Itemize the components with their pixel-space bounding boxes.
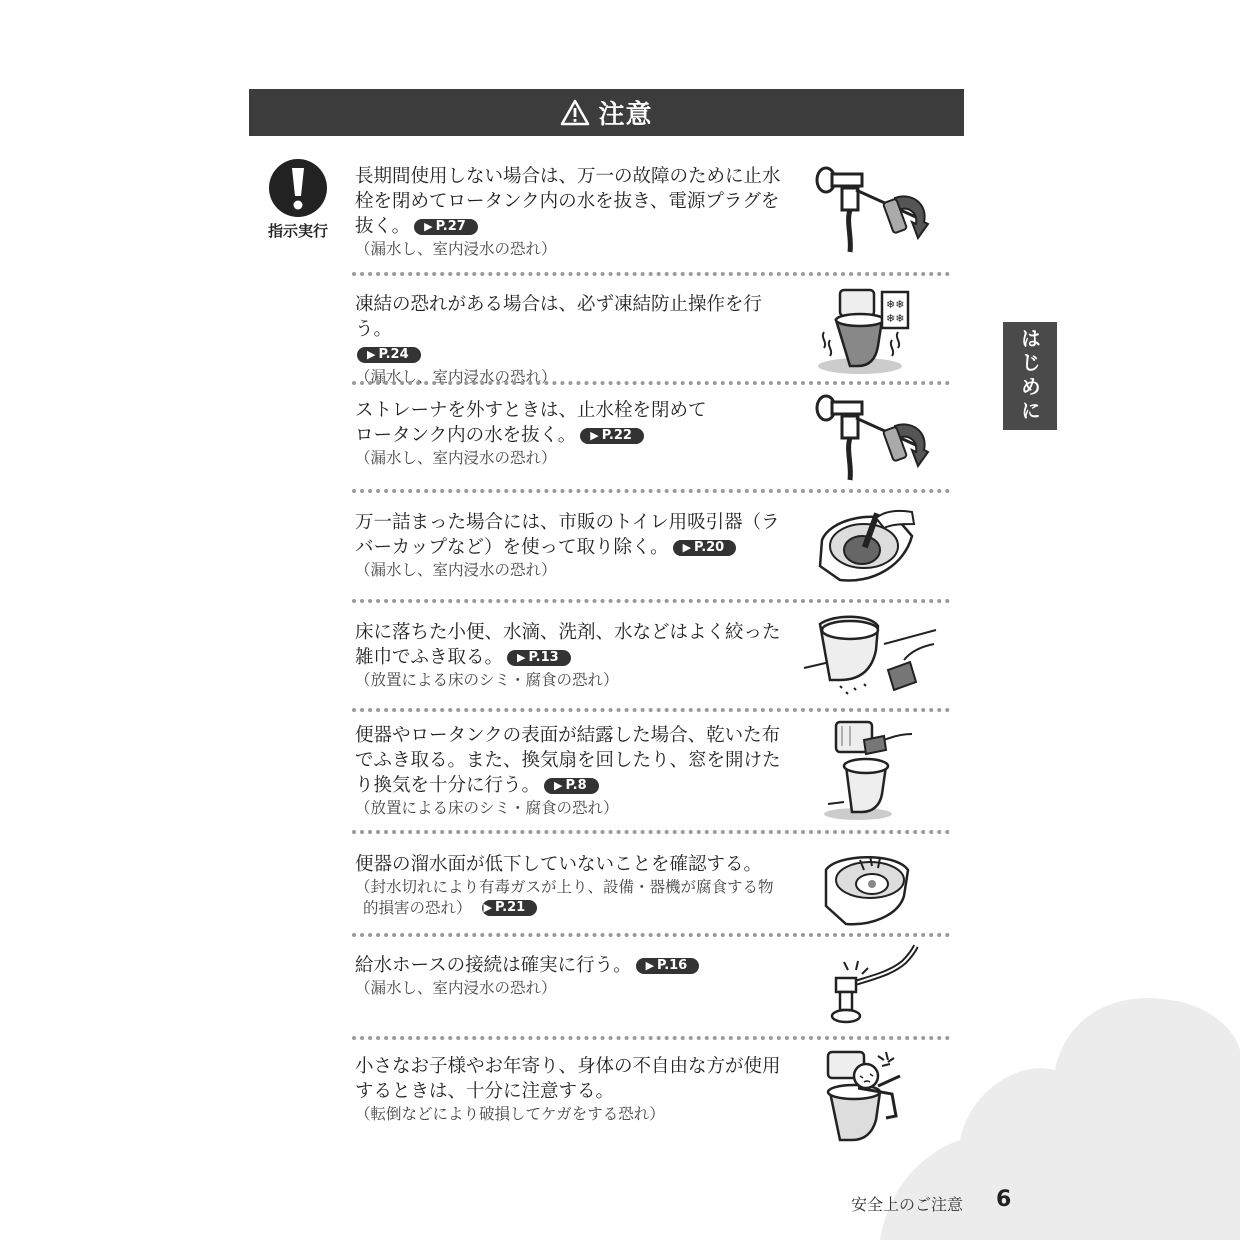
caution-title: 注意 (598, 100, 653, 130)
caution-item (355, 852, 785, 919)
item-note: （漏水し、室内浸水の恐れ） (355, 979, 557, 997)
item-note: （封水切れにより有毒ガスが上り、設備・器機が腐食する物的損害の恐れ） (355, 878, 774, 917)
mandatory-exclamation-icon (268, 158, 328, 218)
section-tab[interactable] (1003, 322, 1057, 430)
caution-item (355, 1054, 785, 1125)
caution-item (355, 953, 785, 999)
shutoff-valve-icon (800, 390, 940, 485)
divider (352, 708, 950, 712)
svg-text:❄❄: ❄❄ (886, 312, 905, 325)
caution-item (355, 510, 785, 581)
page-ref-badge[interactable]: ▶ P.27 (414, 219, 478, 235)
shutoff-valve-icon (800, 162, 940, 257)
child-fall-icon (800, 1046, 940, 1146)
caution-header (249, 89, 964, 136)
floor-wipe-illustration (800, 610, 940, 702)
item-text: 床に落ちた小便、水滴、洗剤、水などはよく絞った雑巾でふき取る。 (355, 622, 781, 668)
page-ref-badge[interactable]: ▶ P.16 (636, 958, 700, 974)
divider (352, 272, 950, 276)
divider (352, 599, 950, 603)
plunger-icon (800, 500, 940, 592)
item-note: （転倒などにより破損してケガをする恐れ） (355, 1105, 665, 1123)
caution-item (355, 398, 785, 469)
tank-wipe-illustration (800, 716, 940, 824)
item-note: （漏水し、室内浸水の恐れ） (355, 368, 557, 386)
page-ref-badge[interactable]: ▶ P.21 (482, 900, 538, 916)
item-text: 長期間使用しない場合は、万一の故障のために止水栓を閉めてロータンク内の水を抜き、電源プラグを抜く。 (355, 166, 781, 237)
tank-wipe-icon (800, 716, 940, 824)
item-text: 万一詰まった場合には、市販のトイレ用吸引器（ラバーカップなど）を使って取り除く。 (355, 512, 780, 558)
bowl-water-icon (800, 846, 940, 930)
svg-text:❄❄: ❄❄ (886, 298, 905, 311)
item-note: （漏水し、室内浸水の恐れ） (355, 240, 557, 258)
caution-item (355, 164, 785, 260)
footer-section-title: 安全上のご注意 (851, 1195, 964, 1214)
caution-item (355, 292, 785, 388)
caution-item (355, 620, 785, 691)
item-text: 便器やロータンクの表面が結露した場合、乾いた布でふき取る。また、換気扇を回したり、窓を開けたり換気を十分に行う。 (355, 725, 781, 796)
hose-connection-illustration (800, 944, 940, 1026)
item-text: 小さなお子様やお年寄り、身体の不自由な方が使用するときは、十分に注意する。 (355, 1056, 781, 1102)
page-ref-badge[interactable]: ▶ P.8 (544, 778, 599, 794)
caution-item (355, 723, 785, 819)
divider (352, 381, 950, 385)
hose-connection-icon (800, 944, 940, 1026)
mandatory-label: 指示実行 (267, 222, 328, 240)
item-text: 凍結の恐れがある場合は、必ず凍結防止操作を行う。 (355, 294, 763, 340)
item-note: （放置による床のシミ・腐食の恐れ） (355, 799, 619, 817)
plunger-illustration (800, 500, 940, 592)
freeze-illustration (800, 284, 940, 376)
section-tab-label: はじめに (1017, 328, 1042, 424)
bowl-water-illustration (800, 846, 940, 930)
toilet-freeze-icon (800, 284, 940, 376)
item-text: ストレーナを外すときは、止水栓を閉めてロータンク内の水を抜く。 (355, 400, 707, 446)
divider (352, 1036, 950, 1040)
page-ref-badge[interactable]: ▶ P.24 (357, 347, 421, 363)
divider (352, 489, 950, 493)
item-note: （漏水し、室内浸水の恐れ） (355, 561, 557, 579)
warning-triangle-icon (560, 99, 590, 126)
page-number: 6 (996, 1187, 1012, 1212)
mandatory-symbol (264, 158, 332, 241)
item-note: （放置による床のシミ・腐食の恐れ） (355, 671, 619, 689)
shutoff-valve-illustration (800, 162, 940, 257)
divider (352, 933, 950, 937)
floor-wipe-icon (800, 610, 940, 702)
divider (352, 830, 950, 834)
item-text: 便器の溜水面が低下していないことを確認する。 (355, 854, 763, 875)
shutoff-valve-illustration (800, 390, 940, 485)
item-note: （漏水し、室内浸水の恐れ） (355, 449, 557, 467)
page-ref-badge[interactable]: ▶ P.22 (580, 428, 644, 444)
page-ref-badge[interactable]: ▶ P.13 (507, 650, 571, 666)
child-fall-illustration (800, 1046, 940, 1146)
item-text: 給水ホースの接続は確実に行う。 (355, 955, 632, 976)
page-ref-badge[interactable]: ▶ P.20 (673, 540, 737, 556)
